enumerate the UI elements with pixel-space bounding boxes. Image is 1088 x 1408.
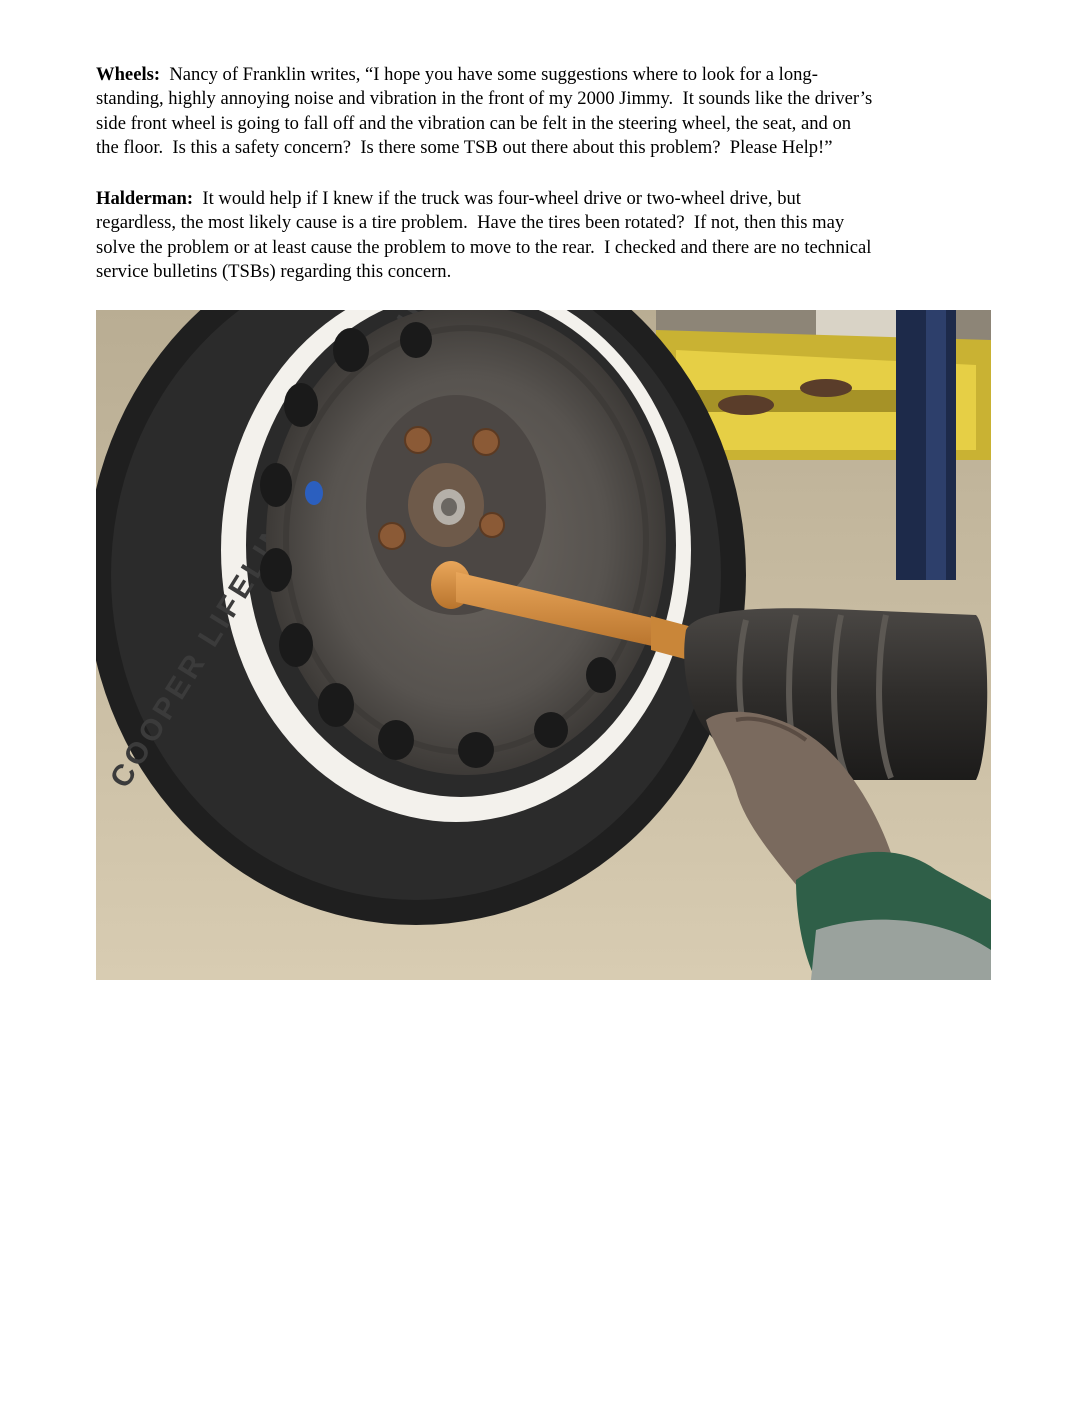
question-line-4: the floor. Is this a safety concern? Is there some TSB out there about this problem? Please Help!” [96,137,833,159]
answer-label: Halderman: [96,188,194,209]
answer-line-1: Halderman: It would help if I knew if the truck was four-wheel drive or two-wheel drive, but [96,188,801,209]
question-line-3: side front wheel is going to fall off and the vibration can be felt in the steering wheel, the seat, and on [96,112,852,134]
answer-line-3: solve the problem or at least cause the problem to move to the rear. I checked and there are no technical [96,236,872,258]
question-paragraph [96,63,996,161]
answer-paragraph [96,187,996,285]
wheel-photo-illustration [96,310,991,980]
question-line-2: standing, highly annoying noise and vibration in the front of my 2000 Jimmy. It sounds like the driver’s [96,88,873,110]
question-line-1: Wheels: Nancy of Franklin writes, “I hope you have some suggestions where to look for a long- [96,64,818,85]
answer-line-2: regardless, the most likely cause is a tire problem. Have the tires been rotated? If not, then this may [96,212,845,234]
answer-line-4: service bulletins (TSBs) regarding this concern. [96,261,452,283]
tire-sidewall-text: COOPER LIFELINER [103,473,322,794]
question-label: Wheels: [96,64,161,85]
wheel-photo [96,310,991,980]
